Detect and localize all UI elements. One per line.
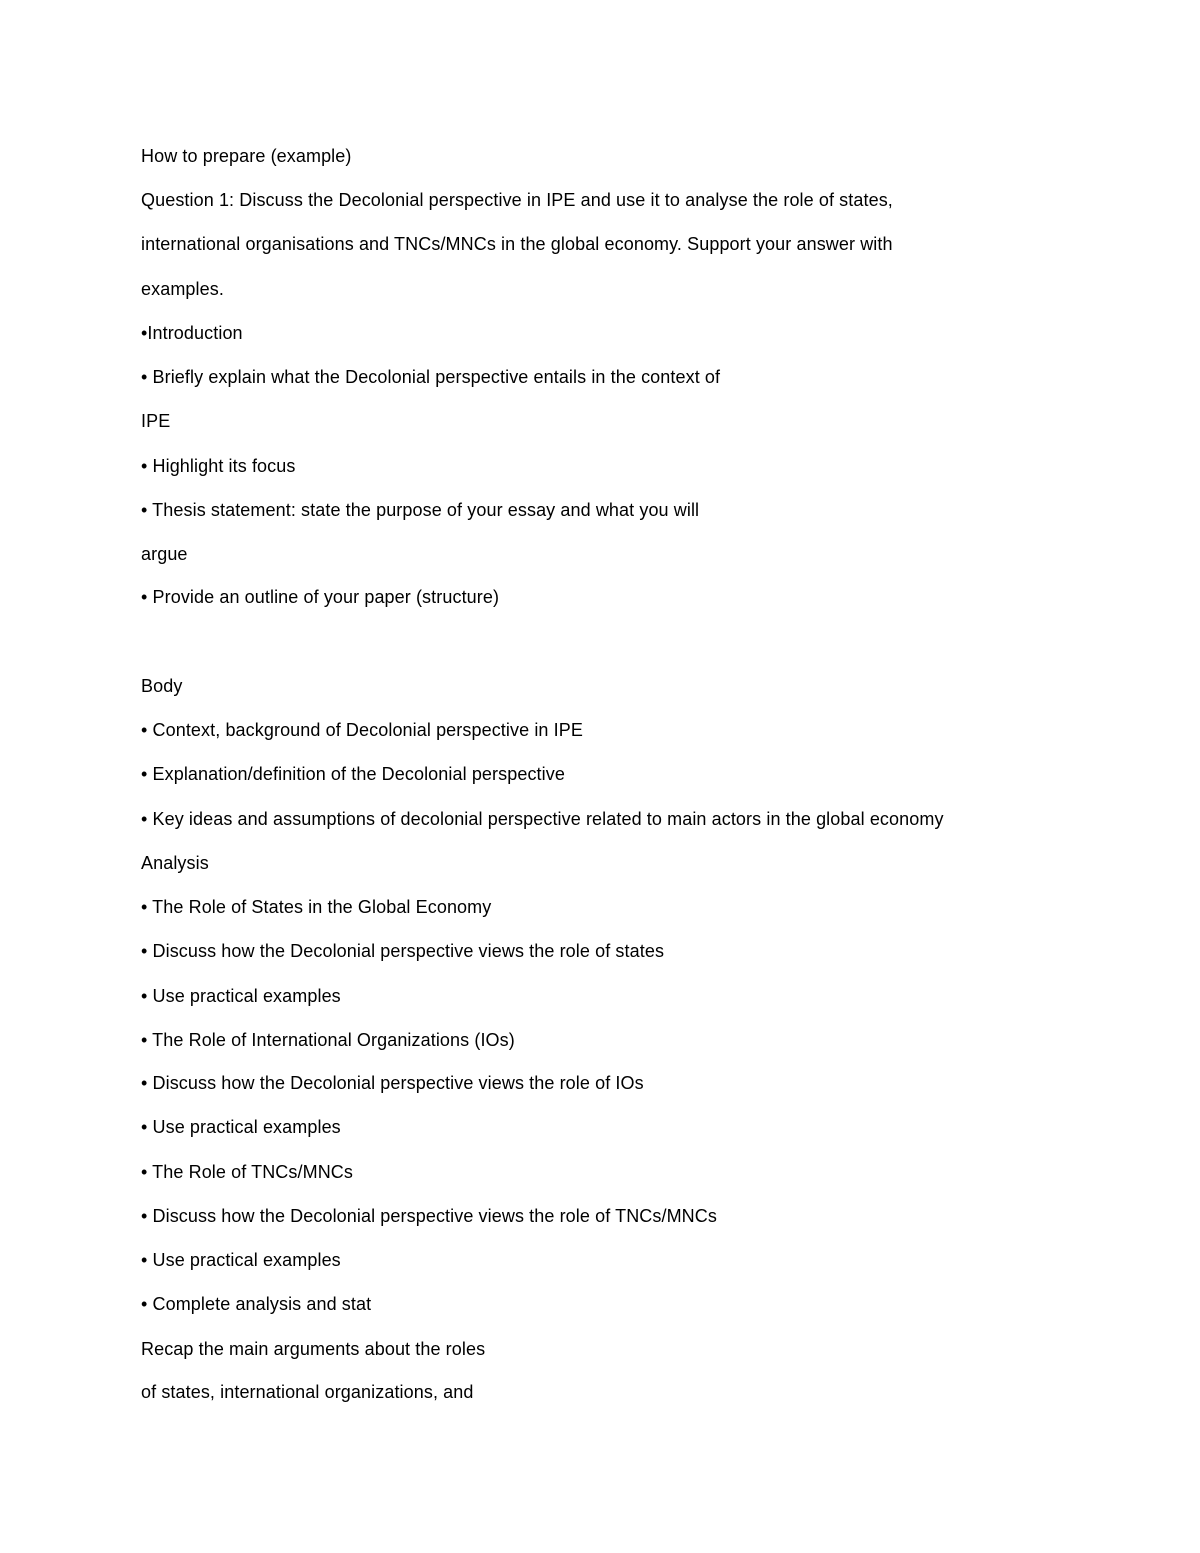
analysis-item: • The Role of States in the Global Economy xyxy=(141,897,492,917)
analysis-item: • Discuss how the Decolonial perspective views the role of IOs xyxy=(141,1073,644,1093)
introduction-item: • Highlight its focus xyxy=(141,456,296,476)
analysis-item: • Complete analysis and stat xyxy=(141,1294,372,1314)
analysis-item: • The Role of TNCs/MNCs xyxy=(141,1162,353,1182)
analysis-item: • Use practical examples xyxy=(141,986,341,1006)
body-item: • Key ideas and assumptions of decolonial perspective related to main actors in the global economy xyxy=(141,809,944,829)
body-item: • Explanation/definition of the Decolonial perspective xyxy=(141,764,565,784)
introduction-item: IPE xyxy=(141,411,171,431)
document-heading: How to prepare (example) xyxy=(141,146,352,166)
analysis-item: • Use practical examples xyxy=(141,1250,341,1270)
recap-line-1: Recap the main arguments about the roles xyxy=(141,1339,486,1359)
introduction-label: •Introduction xyxy=(141,323,243,343)
analysis-item: • Use practical examples xyxy=(141,1117,341,1137)
analysis-label: Analysis xyxy=(141,853,209,873)
introduction-item: • Briefly explain what the Decolonial perspective entails in the context of xyxy=(141,367,721,387)
body-item: • Context, background of Decolonial perspective in IPE xyxy=(141,720,583,740)
introduction-item: • Provide an outline of your paper (structure) xyxy=(141,587,500,607)
body-label: Body xyxy=(141,676,183,696)
question-line-3: examples. xyxy=(141,279,224,299)
analysis-item: • The Role of International Organizations (IOs) xyxy=(141,1030,515,1050)
introduction-item: argue xyxy=(141,544,188,564)
question-line-2: international organisations and TNCs/MNCs in the global economy. Support your answer with xyxy=(141,234,893,254)
analysis-item: • Discuss how the Decolonial perspective views the role of states xyxy=(141,941,665,961)
introduction-item: • Thesis statement: state the purpose of your essay and what you will xyxy=(141,500,700,520)
question-line-1: Question 1: Discuss the Decolonial perspective in IPE and use it to analyse the role of states, xyxy=(141,190,893,210)
analysis-item: • Discuss how the Decolonial perspective views the role of TNCs/MNCs xyxy=(141,1206,717,1226)
recap-line-2: of states, international organizations, and xyxy=(141,1382,474,1402)
